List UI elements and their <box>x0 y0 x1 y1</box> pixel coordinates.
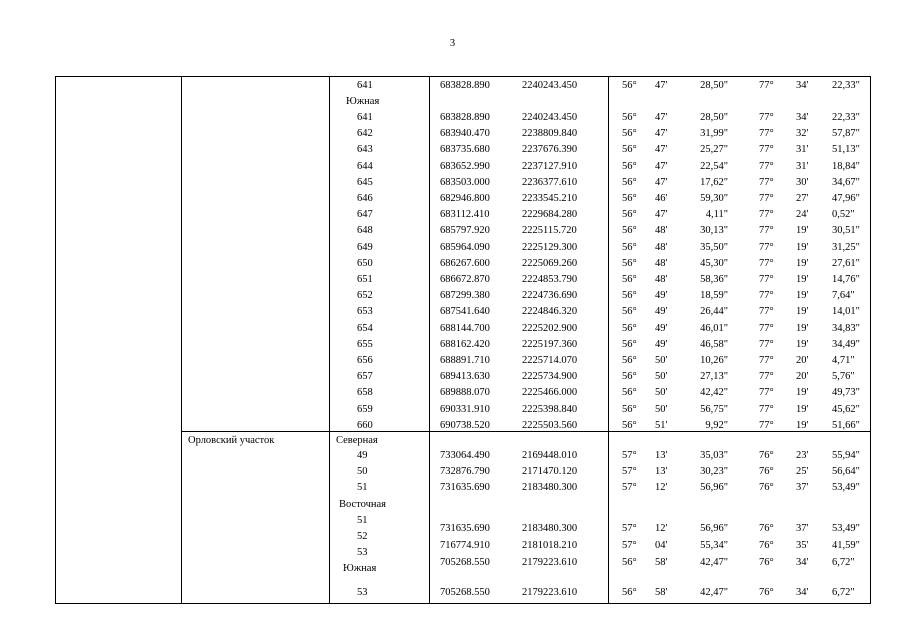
longitude-degrees: 76° <box>759 557 774 568</box>
coord-y: 2236377.610 <box>522 176 578 188</box>
longitude-seconds: 22,33" <box>832 80 860 91</box>
longitude-seconds: 55,94" <box>832 450 860 461</box>
latitude-seconds: 59,30" <box>700 193 728 204</box>
coord-y: 2237676.390 <box>522 144 578 156</box>
table-top-border <box>55 76 871 77</box>
point-number: 51 <box>357 482 368 493</box>
latitude-degrees: 56° <box>622 274 637 285</box>
latitude-seconds: 9,92" <box>705 419 728 431</box>
longitude-seconds: 34,67" <box>832 176 860 188</box>
longitude-minutes: 19' <box>796 241 809 253</box>
latitude-minutes: 04' <box>655 540 668 551</box>
longitude-seconds: 7,64" <box>832 290 855 302</box>
coord-x: 683652.990 <box>440 160 490 172</box>
longitude-minutes: 30' <box>796 176 809 188</box>
latitude-degrees: 56° <box>622 128 637 140</box>
longitude-minutes: 19' <box>796 338 809 350</box>
point-number: 53 <box>357 547 368 558</box>
coord-x: 731635.690 <box>440 523 490 534</box>
coord-x: 688162.420 <box>440 338 490 350</box>
coord-x: 689888.070 <box>440 387 490 399</box>
section-heading-east: Восточная <box>339 499 386 510</box>
longitude-minutes: 31' <box>796 144 809 156</box>
point-number: 657 <box>357 371 373 383</box>
latitude-seconds: 18,59" <box>700 290 728 302</box>
longitude-minutes: 27' <box>796 193 809 204</box>
longitude-minutes: 32' <box>796 128 809 140</box>
coord-x: 683828.890 <box>440 80 490 91</box>
longitude-seconds: 6,72" <box>832 587 855 598</box>
point-number: 649 <box>357 241 373 253</box>
latitude-seconds: 42,42" <box>700 387 728 399</box>
longitude-seconds: 41,59" <box>832 540 860 551</box>
coord-y: 2224846.320 <box>522 306 578 318</box>
coord-x: 716774.910 <box>440 540 490 551</box>
longitude-degrees: 77° <box>759 193 774 204</box>
latitude-degrees: 56° <box>622 80 637 91</box>
section-heading-south: Южная <box>343 563 377 574</box>
longitude-degrees: 77° <box>759 371 774 383</box>
latitude-seconds: 42,47" <box>700 557 728 568</box>
longitude-minutes: 19' <box>796 290 809 302</box>
point-number: 650 <box>357 257 373 269</box>
longitude-seconds: 30,51" <box>832 225 860 237</box>
longitude-degrees: 77° <box>759 274 774 285</box>
longitude-degrees: 76° <box>759 482 774 493</box>
point-number: 659 <box>357 403 373 415</box>
longitude-seconds: 49,73" <box>832 387 860 399</box>
longitude-seconds: 53,49" <box>832 523 860 534</box>
section-heading-south: Южная <box>346 96 380 107</box>
longitude-degrees: 77° <box>759 80 774 91</box>
coord-x: 685964.090 <box>440 241 490 253</box>
longitude-minutes: 19' <box>796 274 809 285</box>
longitude-minutes: 34' <box>796 80 809 91</box>
coord-x: 688144.700 <box>440 322 490 334</box>
longitude-degrees: 77° <box>759 257 774 269</box>
latitude-seconds: 56,75" <box>700 403 728 415</box>
longitude-seconds: 31,25" <box>832 241 860 253</box>
coord-y: 2225734.900 <box>522 371 578 383</box>
longitude-seconds: 47,96" <box>832 193 860 204</box>
latitude-seconds: 26,44" <box>700 306 728 318</box>
latitude-minutes: 48' <box>655 274 668 285</box>
longitude-seconds: 18,84" <box>832 160 860 172</box>
longitude-seconds: 22,33" <box>832 112 860 123</box>
point-number: 647 <box>357 209 373 221</box>
longitude-seconds: 34,49" <box>832 338 860 350</box>
coord-x: 687541.640 <box>440 306 490 318</box>
longitude-degrees: 77° <box>759 322 774 334</box>
coord-y: 2229684.280 <box>522 209 578 221</box>
point-number: 643 <box>357 144 373 156</box>
latitude-degrees: 57° <box>622 482 637 493</box>
latitude-minutes: 47' <box>655 128 668 140</box>
point-number: 645 <box>357 176 373 188</box>
point-number: 642 <box>357 128 373 140</box>
latitude-minutes: 49' <box>655 306 668 318</box>
latitude-minutes: 50' <box>655 387 668 399</box>
longitude-degrees: 76° <box>759 450 774 461</box>
latitude-seconds: 17,62" <box>700 176 728 188</box>
point-number: 641 <box>357 80 373 91</box>
point-number: 52 <box>357 531 368 542</box>
latitude-degrees: 56° <box>622 371 637 383</box>
longitude-minutes: 37' <box>796 523 809 534</box>
column-border-0 <box>55 76 56 603</box>
longitude-degrees: 76° <box>759 466 774 477</box>
longitude-seconds: 0,52" <box>832 209 855 221</box>
point-number: 49 <box>357 450 368 461</box>
point-number: 648 <box>357 225 373 237</box>
latitude-seconds: 27,13" <box>700 371 728 383</box>
coord-x: 686672.870 <box>440 274 490 285</box>
longitude-seconds: 57,87" <box>832 128 860 140</box>
longitude-degrees: 77° <box>759 290 774 302</box>
point-number: 658 <box>357 387 373 399</box>
coord-y: 2224736.690 <box>522 290 578 302</box>
latitude-minutes: 58' <box>655 587 668 598</box>
latitude-minutes: 50' <box>655 403 668 415</box>
coord-y: 2225115.720 <box>522 225 577 237</box>
column-border-3 <box>429 76 430 603</box>
latitude-degrees: 56° <box>622 193 637 204</box>
point-number: 660 <box>357 419 373 431</box>
coord-y: 2183480.300 <box>522 482 578 493</box>
column-border-5 <box>870 76 871 603</box>
longitude-minutes: 34' <box>796 557 809 568</box>
latitude-seconds: 58,36" <box>700 274 728 285</box>
latitude-minutes: 47' <box>655 160 668 172</box>
longitude-degrees: 77° <box>759 128 774 140</box>
longitude-seconds: 56,64" <box>832 466 860 477</box>
latitude-minutes: 48' <box>655 241 668 253</box>
latitude-seconds: 35,03" <box>700 450 728 461</box>
coord-y: 2225503.560 <box>522 419 578 431</box>
longitude-degrees: 77° <box>759 176 774 188</box>
longitude-seconds: 5,76" <box>832 371 855 383</box>
coord-y: 2225466.000 <box>522 387 578 399</box>
longitude-seconds: 51,13" <box>832 144 860 156</box>
latitude-minutes: 48' <box>655 257 668 269</box>
longitude-minutes: 19' <box>796 306 809 318</box>
point-number: 655 <box>357 338 373 350</box>
latitude-degrees: 56° <box>622 338 637 350</box>
coord-y: 2238809.840 <box>522 128 578 140</box>
coord-y: 2225069.260 <box>522 257 578 269</box>
point-number: 652 <box>357 290 373 302</box>
point-number: 644 <box>357 160 373 172</box>
longitude-minutes: 20' <box>796 371 809 383</box>
longitude-degrees: 77° <box>759 387 774 399</box>
coord-x: 731635.690 <box>440 482 490 493</box>
latitude-minutes: 58' <box>655 557 668 568</box>
point-number: 651 <box>357 274 373 285</box>
latitude-degrees: 56° <box>622 557 637 568</box>
coord-x: 689413.630 <box>440 371 490 383</box>
column-border-2 <box>329 76 330 603</box>
coord-y: 2181018.210 <box>522 540 578 551</box>
longitude-seconds: 34,83" <box>832 322 860 334</box>
latitude-minutes: 50' <box>655 355 668 366</box>
coord-y: 2179223.610 <box>522 587 578 598</box>
table-bottom-border <box>55 603 871 604</box>
longitude-minutes: 23' <box>796 450 809 461</box>
latitude-seconds: 10,26" <box>700 355 728 366</box>
latitude-seconds: 22,54" <box>700 160 728 172</box>
coord-x: 683503.000 <box>440 176 490 188</box>
coord-y: 2225714.070 <box>522 355 578 366</box>
latitude-minutes: 12' <box>655 482 668 493</box>
latitude-minutes: 49' <box>655 322 668 334</box>
longitude-seconds: 27,61" <box>832 257 860 269</box>
latitude-seconds: 56,96" <box>700 482 728 493</box>
latitude-seconds: 46,01" <box>700 322 728 334</box>
longitude-minutes: 35' <box>796 540 809 551</box>
latitude-degrees: 56° <box>622 355 637 366</box>
latitude-degrees: 56° <box>622 419 637 431</box>
latitude-seconds: 35,50" <box>700 241 728 253</box>
latitude-minutes: 47' <box>655 144 668 156</box>
longitude-seconds: 53,49" <box>832 482 860 493</box>
latitude-degrees: 56° <box>622 257 637 269</box>
coord-x: 690738.520 <box>440 419 490 431</box>
latitude-seconds: 25,27" <box>700 144 728 156</box>
coord-x: 686267.600 <box>440 257 490 269</box>
point-number: 653 <box>357 306 373 318</box>
coord-y: 2225398.840 <box>522 403 578 415</box>
coord-y: 2179223.610 <box>522 557 578 568</box>
coord-y: 2171470.120 <box>522 466 578 477</box>
longitude-degrees: 76° <box>759 587 774 598</box>
point-number: 50 <box>357 466 368 477</box>
latitude-degrees: 56° <box>622 160 637 172</box>
longitude-minutes: 25' <box>796 466 809 477</box>
longitude-seconds: 14,01" <box>832 306 860 318</box>
coord-y: 2225202.900 <box>522 322 578 334</box>
point-number: 51 <box>357 515 368 526</box>
longitude-seconds: 14,76" <box>832 274 860 285</box>
coord-y: 2237127.910 <box>522 160 578 172</box>
latitude-seconds: 30,13" <box>700 225 728 237</box>
longitude-degrees: 77° <box>759 209 774 221</box>
latitude-minutes: 12' <box>655 523 668 534</box>
longitude-degrees: 76° <box>759 540 774 551</box>
coord-x: 687299.380 <box>440 290 490 302</box>
latitude-seconds: 4,11" <box>705 209 728 221</box>
latitude-seconds: 28,50" <box>700 80 728 91</box>
longitude-seconds: 45,62" <box>832 403 860 415</box>
longitude-degrees: 77° <box>759 144 774 156</box>
latitude-minutes: 46' <box>655 193 668 204</box>
coord-x: 732876.790 <box>440 466 490 477</box>
coord-x: 683828.890 <box>440 112 490 123</box>
latitude-degrees: 56° <box>622 587 637 598</box>
point-number: 646 <box>357 193 373 204</box>
latitude-seconds: 45,30" <box>700 257 728 269</box>
longitude-degrees: 77° <box>759 112 774 123</box>
longitude-minutes: 20' <box>796 355 809 366</box>
latitude-degrees: 56° <box>622 112 637 123</box>
latitude-degrees: 56° <box>622 403 637 415</box>
longitude-degrees: 77° <box>759 306 774 318</box>
latitude-minutes: 49' <box>655 338 668 350</box>
latitude-seconds: 42,47" <box>700 587 728 598</box>
longitude-minutes: 24' <box>796 209 809 221</box>
longitude-degrees: 77° <box>759 225 774 237</box>
coord-y: 2240243.450 <box>522 80 578 91</box>
longitude-seconds: 6,72" <box>832 557 855 568</box>
coord-y: 2225197.360 <box>522 338 578 350</box>
latitude-degrees: 56° <box>622 144 637 156</box>
longitude-minutes: 19' <box>796 387 809 399</box>
latitude-degrees: 56° <box>622 387 637 399</box>
latitude-degrees: 57° <box>622 540 637 551</box>
longitude-minutes: 19' <box>796 257 809 269</box>
column-border-4 <box>608 76 609 603</box>
latitude-degrees: 56° <box>622 209 637 221</box>
coord-x: 685797.920 <box>440 225 490 237</box>
coord-x: 690331.910 <box>440 403 490 415</box>
point-number: 53 <box>357 587 368 598</box>
point-number: 656 <box>357 355 373 366</box>
longitude-minutes: 37' <box>796 482 809 493</box>
coord-y: 2169448.010 <box>522 450 578 461</box>
coord-x: 705268.550 <box>440 587 490 598</box>
section-heading-north: Северная <box>336 435 378 446</box>
latitude-seconds: 46,58" <box>700 338 728 350</box>
longitude-seconds: 4,71" <box>832 355 855 366</box>
area-name: Орловский участок <box>188 435 275 446</box>
longitude-degrees: 77° <box>759 338 774 350</box>
coord-y: 2224853.790 <box>522 274 578 285</box>
latitude-minutes: 13' <box>655 466 668 477</box>
longitude-minutes: 34' <box>796 587 809 598</box>
latitude-degrees: 56° <box>622 225 637 237</box>
latitude-minutes: 47' <box>655 80 668 91</box>
latitude-minutes: 47' <box>655 112 668 123</box>
point-number: 641 <box>357 112 373 123</box>
coord-y: 2183480.300 <box>522 523 578 534</box>
longitude-degrees: 77° <box>759 355 774 366</box>
latitude-minutes: 47' <box>655 209 668 221</box>
longitude-minutes: 19' <box>796 419 809 431</box>
latitude-degrees: 56° <box>622 176 637 188</box>
latitude-minutes: 51' <box>655 419 668 431</box>
latitude-seconds: 55,34" <box>700 540 728 551</box>
coord-y: 2225129.300 <box>522 241 578 253</box>
longitude-seconds: 51,66" <box>832 419 860 431</box>
longitude-minutes: 19' <box>796 322 809 334</box>
page-number: 3 <box>449 38 456 49</box>
coord-x: 688891.710 <box>440 355 490 366</box>
latitude-minutes: 13' <box>655 450 668 461</box>
coord-x: 682946.800 <box>440 193 490 204</box>
longitude-degrees: 77° <box>759 403 774 415</box>
latitude-degrees: 56° <box>622 306 637 318</box>
latitude-minutes: 48' <box>655 225 668 237</box>
longitude-minutes: 34' <box>796 112 809 123</box>
longitude-degrees: 76° <box>759 523 774 534</box>
longitude-degrees: 77° <box>759 419 774 431</box>
longitude-minutes: 19' <box>796 403 809 415</box>
latitude-seconds: 30,23" <box>700 466 728 477</box>
latitude-seconds: 56,96" <box>700 523 728 534</box>
coord-x: 683112.410 <box>440 209 490 221</box>
latitude-minutes: 49' <box>655 290 668 302</box>
longitude-degrees: 77° <box>759 160 774 172</box>
latitude-degrees: 56° <box>622 241 637 253</box>
coord-y: 2240243.450 <box>522 112 578 123</box>
column-border-1 <box>181 76 182 603</box>
longitude-minutes: 31' <box>796 160 809 172</box>
coord-x: 733064.490 <box>440 450 490 461</box>
latitude-minutes: 47' <box>655 176 668 188</box>
latitude-seconds: 31,99" <box>700 128 728 140</box>
latitude-degrees: 56° <box>622 322 637 334</box>
latitude-degrees: 57° <box>622 466 637 477</box>
longitude-minutes: 19' <box>796 225 809 237</box>
longitude-degrees: 77° <box>759 241 774 253</box>
point-number: 654 <box>357 322 373 334</box>
coord-x: 683735.680 <box>440 144 490 156</box>
latitude-minutes: 50' <box>655 371 668 383</box>
latitude-degrees: 56° <box>622 290 637 302</box>
coord-x: 705268.550 <box>440 557 490 568</box>
coord-y: 2233545.210 <box>522 193 578 204</box>
coord-x: 683940.470 <box>440 128 490 140</box>
latitude-degrees: 57° <box>622 450 637 461</box>
latitude-degrees: 57° <box>622 523 637 534</box>
latitude-seconds: 28,50" <box>700 112 728 123</box>
